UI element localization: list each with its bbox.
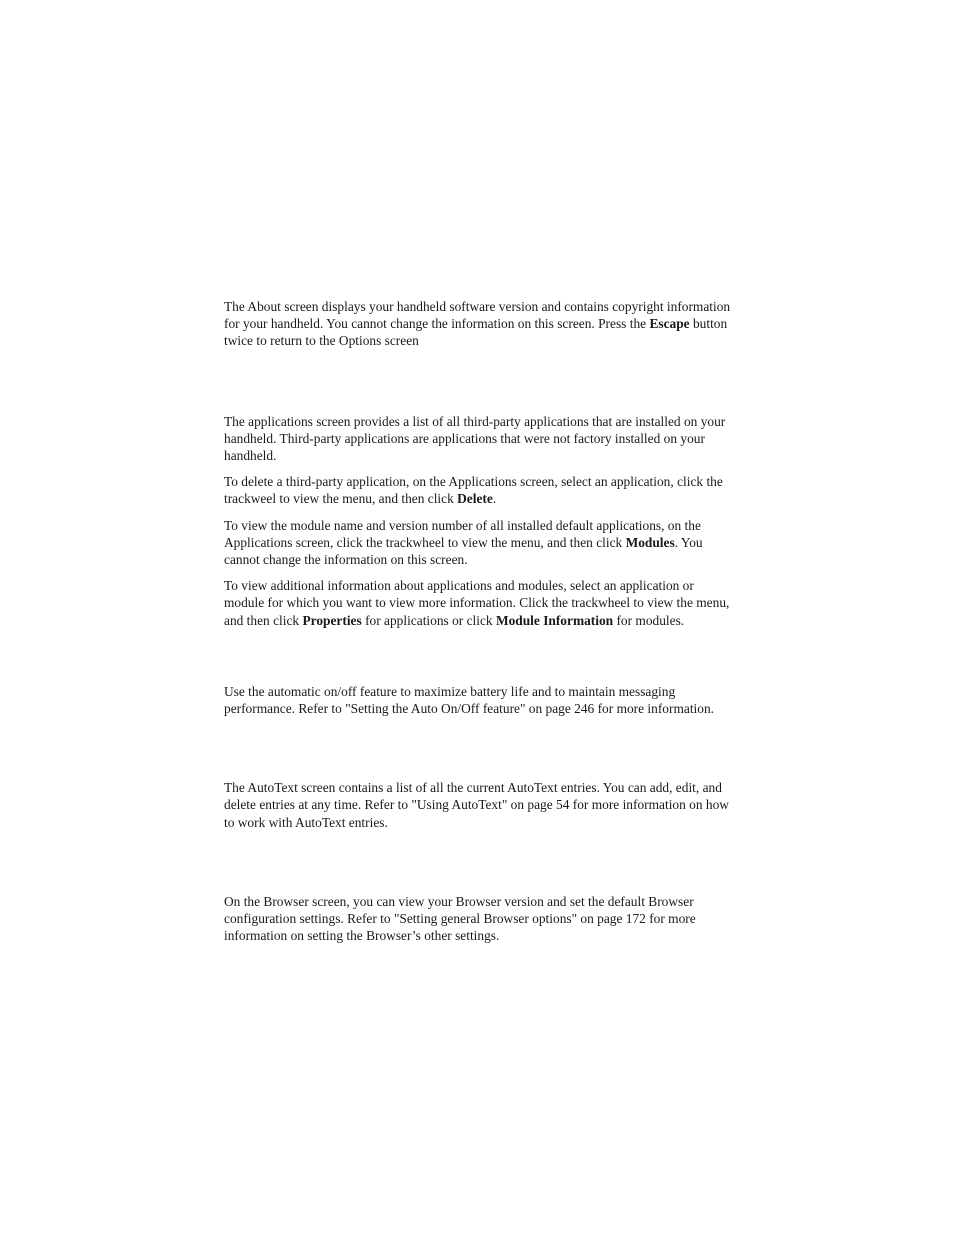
- modules-menu-item-name: Modules: [625, 534, 675, 550]
- properties-text-1: To view additional information about applications and modules, select an application or module for which you want to view more information. Click the trackwheel to view the menu, and then click: [224, 578, 730, 628]
- delete-menu-item-name: Delete: [457, 491, 493, 507]
- modules-text-2: . You cannot change the information on this screen.: [224, 534, 703, 568]
- properties-text-2: for applications or click: [361, 612, 496, 628]
- escape-button-name: Escape: [649, 316, 690, 332]
- section-applications: [224, 413, 734, 629]
- auto-onoff-paragraph: Use the automatic on/off feature to maximize battery life and to maintain messaging performance. Refer to "Setting the Auto On/Off feature" on page 246 for more information.: [224, 683, 714, 717]
- applications-paragraph-intro: The applications screen provides a list of all third-party applications that are installed on your handheld. Third-party applications are applications that were not factory installed on your handheld.: [224, 413, 726, 464]
- about-text-2: button twice to return to the Options screen: [224, 316, 728, 349]
- section-auto-onoff: [224, 683, 734, 717]
- delete-text-1: To delete a third-party application, on the Applications screen, select an application, click the trackweel to view the menu, and then click: [224, 474, 723, 507]
- about-paragraph: [224, 298, 734, 350]
- applications-paragraph-delete: [224, 473, 734, 507]
- properties-menu-item-name: Properties: [302, 612, 362, 628]
- module-information-menu-item-name: Module Information: [495, 612, 614, 628]
- delete-text-2: .: [492, 491, 497, 507]
- modules-text-1: To view the module name and version number of all installed default applications, on the Applications screen, click the trackwheel to view the menu, and then click: [224, 517, 701, 550]
- section-about: [224, 298, 734, 350]
- section-browser: [224, 893, 734, 945]
- browser-paragraph: On the Browser screen, you can view your Browser version and set the default Browser configuration settings. Refer to "Setting general Browser options" on page 172 for more information on setting the Browser’s other settings.: [224, 893, 696, 944]
- about-text-1: The About screen displays your handheld software version and contains copyright information for your handheld. You cannot change the information on this screen. Press the: [224, 299, 731, 332]
- properties-text-3: for modules.: [613, 612, 685, 628]
- document-body: [224, 298, 734, 944]
- autotext-paragraph: The AutoText screen contains a list of all the current AutoText entries. You can add, edit, and delete entries at any time. Refer to "Using AutoText" on page 54 for more information on how to work with AutoText entries.: [224, 780, 729, 830]
- applications-paragraph-properties: [224, 577, 734, 629]
- section-autotext: [224, 779, 734, 831]
- applications-paragraph-modules: [224, 517, 734, 569]
